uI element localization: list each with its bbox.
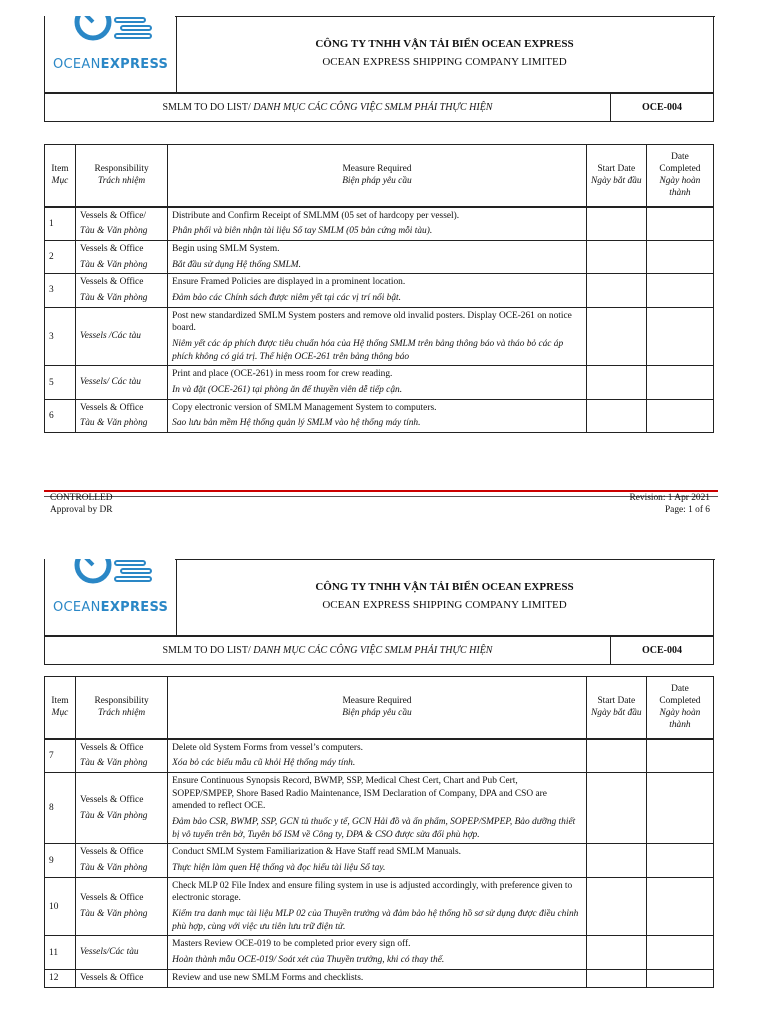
date-completed-cell[interactable] [646, 366, 713, 399]
company-name-vn: CÔNG TY TNHH VẬN TẢI BIỂN OCEAN EXPRESS [315, 581, 574, 593]
col-start-date: Start Date Ngày bắt đầu [586, 145, 646, 207]
measure-en: Print and place (OCE-261) in mess room for crew reading. [172, 369, 393, 380]
measure-cell [168, 399, 587, 432]
measure-vn: Bắt đầu sử dụng Hệ thống SMLM. [172, 259, 301, 270]
todo-table-page-1 [44, 144, 714, 433]
date-completed-cell[interactable] [646, 936, 713, 969]
col-start-date: Start Date Ngày bắt đầu [586, 677, 646, 739]
responsibility-vn: Vessels /Các tàu [80, 331, 141, 342]
responsibility-cell [76, 877, 168, 936]
col-item: Item Mục [45, 145, 76, 207]
document-title-row [44, 93, 714, 122]
company-name-en: OCEAN EXPRESS SHIPPING COMPANY LIMITED [322, 599, 567, 611]
start-date-cell[interactable] [586, 366, 646, 399]
table-row [45, 936, 714, 969]
start-date-cell[interactable] [586, 399, 646, 432]
col-measure: Measure Required Biện pháp yêu cầu [168, 677, 587, 739]
responsibility-cell [76, 274, 168, 307]
item-number: 11 [45, 936, 76, 969]
date-completed-cell[interactable] [646, 739, 713, 773]
start-date-cell[interactable] [586, 274, 646, 307]
measure-en: Conduct SMLM System Familiarization & Have Staff read SMLM Manuals. [172, 847, 462, 858]
responsibility-en: Vessels & Office [80, 277, 144, 288]
table-row [45, 274, 714, 307]
responsibility-en: Vessels & Office [80, 847, 144, 858]
date-completed-cell[interactable] [646, 969, 713, 987]
measure-cell [168, 877, 587, 936]
col-measure: Measure Required Biện pháp yêu cầu [168, 145, 587, 207]
footer-controlled: CONTROLLED [50, 493, 113, 503]
table-row [45, 399, 714, 432]
col-date-completed: Date Completed Ngày hoàn thành [646, 677, 713, 739]
responsibility-cell [76, 772, 168, 843]
responsibility-en: Vessels & Office [80, 972, 144, 983]
item-number: 3 [45, 307, 76, 366]
date-completed-cell[interactable] [646, 207, 713, 241]
table-row [45, 772, 714, 843]
document-code: OCE-004 [642, 102, 682, 113]
responsibility-cell [76, 399, 168, 432]
table-row [45, 240, 714, 273]
measure-en: Check MLP 02 File Index and ensure filing system in use is adjusted accordingly, with preference given to electronic storage. [172, 880, 573, 904]
responsibility-cell [76, 969, 168, 987]
responsibility-en: Vessels & Office [80, 243, 144, 254]
item-number: 9 [45, 844, 76, 877]
measure-en: Delete old System Forms from vessel’s computers. [172, 742, 364, 753]
item-number: 10 [45, 877, 76, 936]
table-row [45, 739, 714, 773]
start-date-cell[interactable] [586, 207, 646, 241]
start-date-cell[interactable] [586, 844, 646, 877]
measure-vn: Đảm bảo các Chính sách được niêm yết tại các vị trí nổi bật. [172, 292, 401, 303]
footer-approval: Approval by DR [50, 504, 113, 515]
responsibility-en: Vessels & Office [80, 742, 144, 753]
table-row [45, 207, 714, 241]
date-completed-cell[interactable] [646, 399, 713, 432]
company-logo [45, 559, 177, 635]
measure-vn: Đảm bảo CSR, BWMP, SSP, GCN tủ thuốc y tế, GCN Hải đồ và ấn phẩm, SOPEP/SMPEP, Bảo dưỡng thiết bị vô tuyến trên bờ, Tuyên bố ISM về Công ty, DPA & CSO được sửa đổi phù hợp. [172, 816, 576, 840]
responsibility-cell [76, 936, 168, 969]
footer-page-number: Page: 1 of 6 [664, 504, 710, 515]
start-date-cell[interactable] [586, 739, 646, 773]
footer-revision: Revision: 1 Apr 2021 [629, 493, 710, 503]
item-number: 3 [45, 274, 76, 307]
responsibility-vn: Tàu & Văn phòng [80, 810, 148, 821]
measure-vn: Sao lưu bản mềm Hệ thống quản lý SMLM vào hệ thống máy tính. [172, 418, 421, 429]
item-number: 2 [45, 240, 76, 273]
col-responsibility: Responsibility Trách nhiệm [76, 677, 168, 739]
measure-cell [168, 274, 587, 307]
footer-rule [44, 490, 718, 497]
measure-vn: Kiểm tra danh mục tài liệu MLP 02 của Thuyền trưởng và đảm bảo hệ thống hồ sơ sử dụng được điều chỉnh phù hợp, cùng với việc ưu tiên lưu trữ điện tử. [172, 909, 579, 932]
measure-en: Distribute and Confirm Receipt of SMLMM (05 set of hardcopy per vessel). [172, 210, 460, 221]
date-completed-cell[interactable] [646, 877, 713, 936]
measure-vn: Hoàn thành mẫu OCE-019/ Soát xét của Thuyền trưởng, khi có thay thế. [172, 955, 445, 966]
measure-cell [168, 969, 587, 987]
responsibility-vn: Tàu & Văn phòng [80, 909, 148, 920]
date-completed-cell[interactable] [646, 772, 713, 843]
logo-wordmark: OCEANEXPRESS [53, 57, 169, 72]
col-item: Item Mục [45, 677, 76, 739]
responsibility-cell [76, 307, 168, 366]
start-date-cell[interactable] [586, 936, 646, 969]
responsibility-vn: Tàu & Văn phòng [80, 259, 148, 270]
responsibility-en: Vessels & Office [80, 402, 144, 413]
document-title: SMLM TO DO LIST/ DANH MỤC CÁC CÔNG VIỆC SMLM PHẢI THỰC HIỆN [45, 637, 611, 664]
todo-table-page-2 [44, 676, 714, 988]
item-number: 8 [45, 772, 76, 843]
measure-cell [168, 366, 587, 399]
company-name-block [176, 559, 713, 635]
measure-vn: In và đặt (OCE-261) tại phòng ăn để thuyền viên dễ tiếp cận. [172, 385, 403, 396]
document-header [44, 16, 714, 128]
responsibility-en: Vessels & Office/ [80, 210, 146, 221]
measure-cell [168, 936, 587, 969]
measure-en: Post new standardized SMLM System posters and remove old invalid posters. Display OCE-261 on notice board. [172, 310, 572, 334]
responsibility-vn: Tàu & Văn phòng [80, 226, 148, 237]
measure-vn: Phân phối và biên nhận tài liệu Sổ tay SMLM (05 bản cứng mỗi tàu). [172, 226, 433, 237]
responsibility-vn: Vessels/ Các tàu [80, 377, 141, 388]
item-number: 7 [45, 739, 76, 773]
company-name-block [176, 16, 713, 92]
measure-en: Ensure Framed Policies are displayed in a prominent location. [172, 277, 406, 288]
measure-cell [168, 207, 587, 241]
header-top [44, 559, 714, 636]
table-row [45, 969, 714, 987]
responsibility-en: Vessels & Office [80, 893, 144, 904]
measure-en: Copy electronic version of SMLM Management System to computers. [172, 402, 437, 413]
company-logo [45, 16, 177, 92]
document-code: OCE-004 [642, 645, 682, 656]
item-number: 6 [45, 399, 76, 432]
date-completed-cell[interactable] [646, 240, 713, 273]
item-number: 5 [45, 366, 76, 399]
measure-en: Masters Review OCE-019 to be completed prior every sign off. [172, 939, 411, 950]
responsibility-vn: Vessels/Các tàu [80, 947, 139, 958]
logo-waves-icon [65, 559, 175, 595]
document-header [44, 559, 714, 671]
date-completed-cell[interactable] [646, 274, 713, 307]
company-name-en: OCEAN EXPRESS SHIPPING COMPANY LIMITED [322, 56, 567, 68]
start-date-cell[interactable] [586, 240, 646, 273]
logo-wordmark: OCEANEXPRESS [53, 600, 169, 615]
measure-cell [168, 772, 587, 843]
responsibility-vn: Tàu & Văn phòng [80, 418, 148, 429]
measure-en: Review and use new SMLM Forms and checklists. [172, 972, 364, 983]
responsibility-cell [76, 739, 168, 773]
table-row [45, 366, 714, 399]
col-date-completed: Date Completed Ngày hoàn thành [646, 145, 713, 207]
responsibility-cell [76, 366, 168, 399]
company-name-vn: CÔNG TY TNHH VẬN TẢI BIỂN OCEAN EXPRESS [315, 38, 574, 50]
date-completed-cell[interactable] [646, 844, 713, 877]
document-title-row [44, 636, 714, 665]
logo-waves-icon [65, 16, 175, 52]
responsibility-cell [76, 240, 168, 273]
start-date-cell[interactable] [586, 772, 646, 843]
start-date-cell[interactable] [586, 877, 646, 936]
responsibility-vn: Tàu & Văn phòng [80, 758, 148, 769]
measure-vn: Niêm yết các áp phích được tiêu chuẩn hóa của Hệ thống SMLM trên bảng thông báo và tháo bỏ các áp phích không có giá trị. Thể hiện OCE-261 trên bảng thông báo [172, 339, 564, 362]
start-date-cell[interactable] [586, 307, 646, 366]
responsibility-en: Vessels & Office [80, 794, 144, 805]
measure-en: Begin using SMLM System. [172, 243, 280, 254]
table-row [45, 307, 714, 366]
table-row [45, 877, 714, 936]
table-row [45, 844, 714, 877]
measure-cell [168, 307, 587, 366]
responsibility-cell [76, 844, 168, 877]
document-title: SMLM TO DO LIST/ DANH MỤC CÁC CÔNG VIỆC SMLM PHẢI THỰC HIỆN [45, 94, 611, 121]
responsibility-vn: Tàu & Văn phòng [80, 863, 148, 873]
measure-vn: Xóa bỏ các biểu mẫu cũ khỏi Hệ thống máy tính. [172, 758, 356, 769]
measure-cell [168, 844, 587, 877]
item-number: 12 [45, 969, 76, 987]
measure-vn: Thực hiện làm quen Hệ thống và đọc hiểu tài liệu Sổ tay. [172, 863, 386, 873]
responsibility-cell [76, 207, 168, 241]
start-date-cell[interactable] [586, 969, 646, 987]
measure-cell [168, 739, 587, 773]
item-number: 1 [45, 207, 76, 241]
col-responsibility: Responsibility Trách nhiệm [76, 145, 168, 207]
date-completed-cell[interactable] [646, 307, 713, 366]
responsibility-vn: Tàu & Văn phòng [80, 292, 148, 303]
measure-en: Ensure Continuous Synopsis Record, BWMP, SSP, Medical Chest Cert, Chart and Pub Cert, SOPEP/SMPEP, Shore Based Radio Maintenance, ISM Declaration of Company, DPA and CSO are amended to reflect OCE. [172, 775, 547, 812]
header-top [44, 16, 714, 93]
measure-cell [168, 240, 587, 273]
